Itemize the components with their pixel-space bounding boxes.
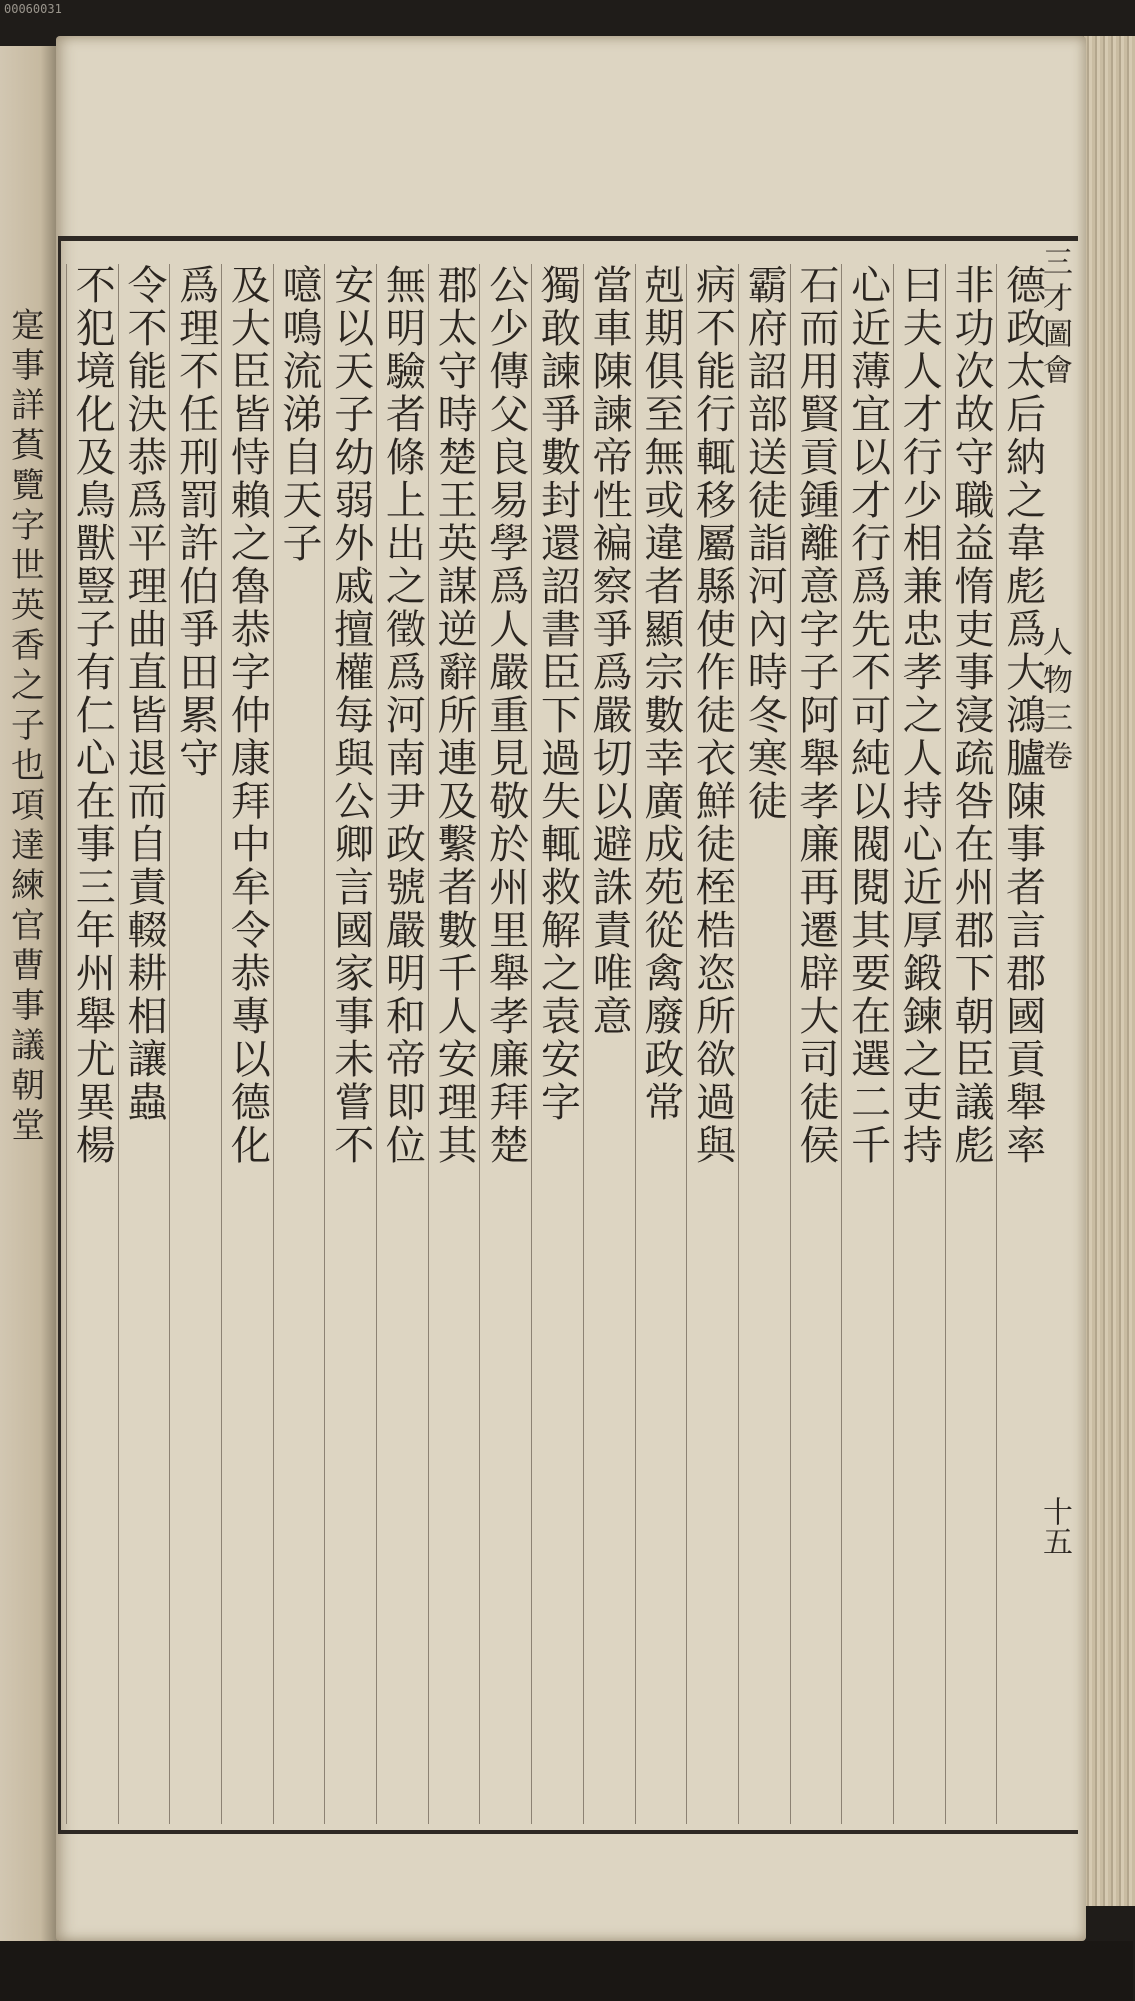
text-column: [531, 264, 583, 1824]
text-column: [841, 264, 893, 1824]
text-column: [324, 264, 376, 1824]
text-column: [273, 264, 325, 1824]
frame-bottom-rule: [58, 1830, 1078, 1834]
frame-top-rule: [58, 236, 1078, 241]
text-column: [790, 264, 842, 1824]
text-column: [66, 264, 118, 1824]
left-page-fragment: [0, 46, 60, 1976]
scan-id-label: 00060031: [4, 2, 62, 16]
column-text: 郡太守時楚王英謀逆辭所連及繫者數千人安理其: [431, 264, 478, 1167]
page-stack-edge: [1082, 36, 1135, 1906]
left-page-text-column: 寔事詳萯覽字世英香之子也項達練官曹事議朝堂: [11, 306, 45, 1146]
column-text: 無明驗者條上出之徵爲河南尹政號嚴明和帝即位: [379, 264, 426, 1167]
column-text: 噫鳴流涕自天子: [276, 264, 323, 565]
text-column: [376, 264, 428, 1824]
text-column: [686, 264, 738, 1824]
column-text: 病不能行輒移屬縣使作徒衣鮮徒桎梏恣所欲過與: [689, 264, 736, 1167]
text-column: [635, 264, 687, 1824]
column-text: 剋期俱至無或違者顯宗數幸廣成苑從禽廢政常: [637, 264, 684, 1124]
margin-folio-number: 十五: [1037, 1496, 1072, 1556]
text-column: [428, 264, 480, 1824]
column-text: 心近薄宜以才行爲先不可純以閥閱其要在選二千: [844, 264, 891, 1167]
margin-book-title: 三才圖會: [1037, 246, 1072, 390]
text-column: [945, 264, 997, 1824]
column-text: 當車陳諫帝性褊察爭爲嚴切以避誅責唯意: [586, 264, 633, 1038]
column-text: 爲理不任刑罰許伯爭田累守: [172, 264, 219, 780]
text-columns: [66, 264, 1048, 1824]
column-text: 不犯境化及鳥獸豎子有仁心在事三年州舉尤異楊: [69, 264, 116, 1167]
text-column: [996, 264, 1048, 1824]
column-text: 獨敢諫爭數封還詔書臣下過失輒救解之袁安字: [534, 264, 581, 1124]
column-text: 及大臣皆恃賴之魯恭字仲康拜中牟令恭專以德化: [224, 264, 271, 1167]
column-text: 石而用賢貢鍾離意字子阿舉孝廉再遷辟大司徒侯: [792, 264, 839, 1167]
text-column: [118, 264, 170, 1824]
block-margin: [1037, 246, 1078, 1836]
column-text: 安以天子幼弱外戚擅權每與公卿言國家事未嘗不: [327, 264, 374, 1167]
text-column: [479, 264, 531, 1824]
background-bottom: [0, 1941, 1133, 2001]
text-column: [583, 264, 635, 1824]
column-text: 曰夫人才行少相兼忠孝之人持心近厚鍛鍊之吏持: [896, 264, 943, 1167]
text-column: [169, 264, 221, 1824]
column-text: 令不能決恭爲平理曲直皆退而自責輟耕相讓蟲: [120, 264, 167, 1124]
margin-section-label: 人物三卷: [1037, 626, 1072, 778]
column-text: 德政太后納之韋彪爲大鴻臚陳事者言郡國貢舉率: [999, 264, 1046, 1167]
text-column: [738, 264, 790, 1824]
column-text: 非功次故守職益惰吏事寖疏咎在州郡下朝臣議彪: [947, 264, 994, 1167]
text-frame: [58, 236, 1078, 1834]
column-text: 霸府詔部送徒詣河內時冬寒徒: [741, 264, 788, 823]
text-column: [893, 264, 945, 1824]
text-column: [221, 264, 273, 1824]
column-text: 公少傳父良易學爲人嚴重見敬於州里舉孝廉拜楚: [482, 264, 529, 1167]
frame-left-rule: [58, 236, 61, 1834]
